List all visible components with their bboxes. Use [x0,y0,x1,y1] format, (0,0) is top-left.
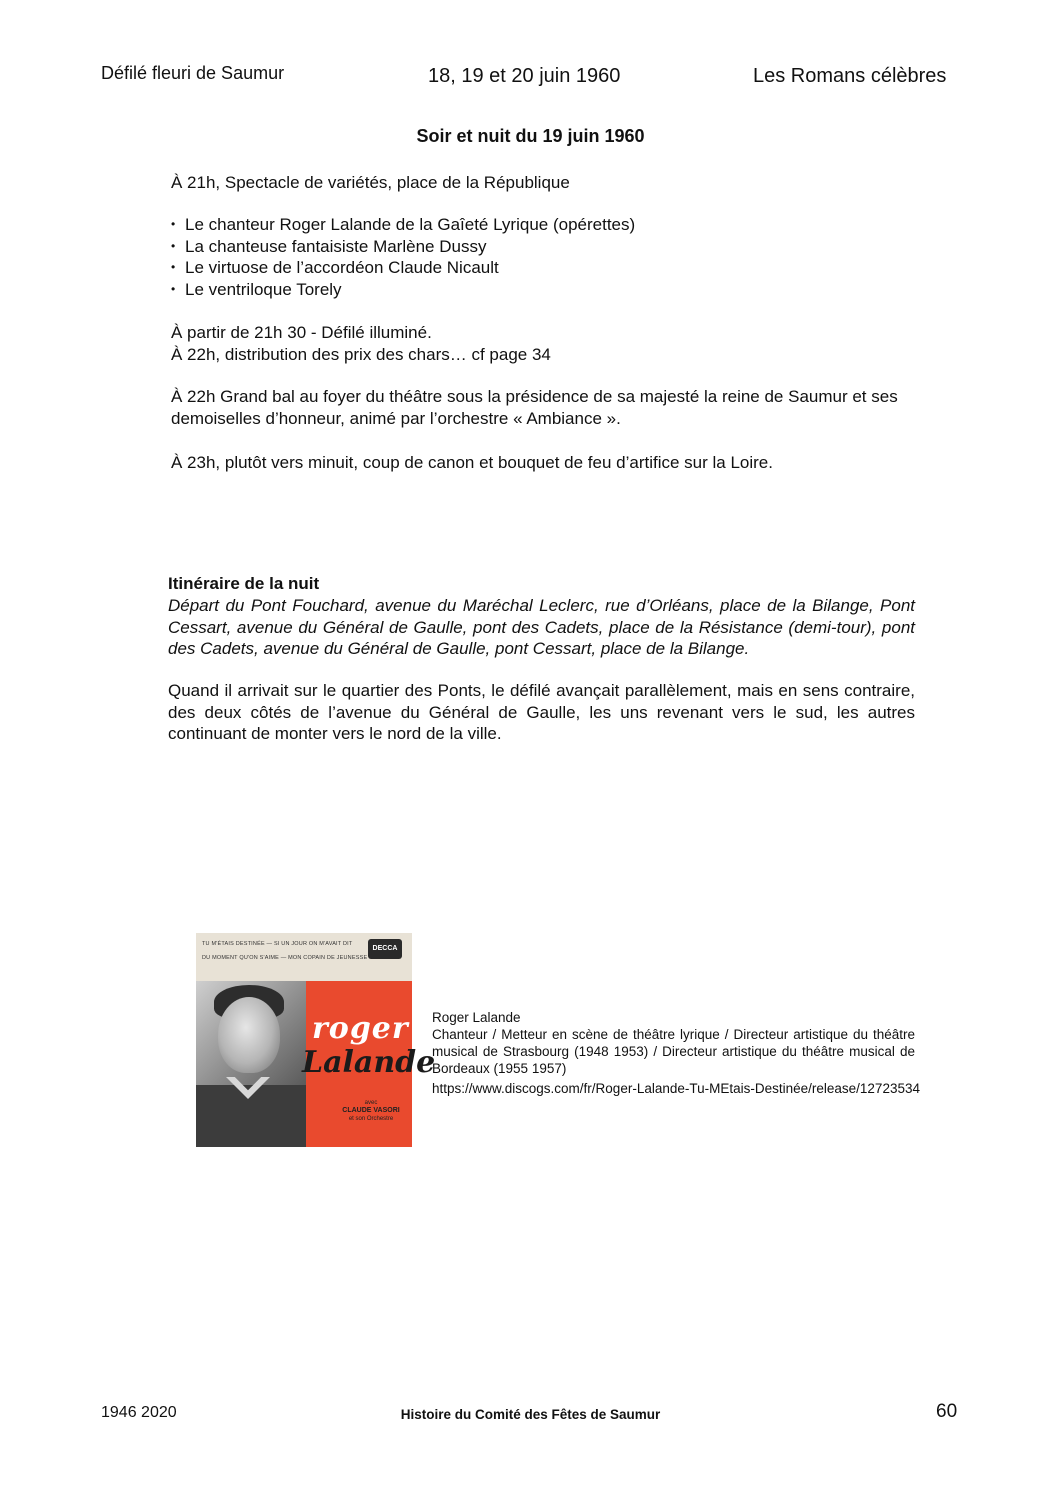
spectacle-intro: À 21h, Spectacle de variétés, place de la République [171,173,570,192]
list-item: • Le ventriloque Torely [169,279,635,301]
decca-logo: DECCA [368,939,402,959]
singer-photo [196,981,306,1147]
list-item: • Le chanteur Roger Lalande de la Gaîeté Lyrique (opérettes) [169,214,635,236]
schedule-bal: À 22h Grand bal au foyer du théâtre sous la présidence de sa majesté la reine de Saumur et ses demoiselles d’honneur, animé par l’orchestre « Ambiance ». [171,387,898,428]
caption-description: Chanteur / Metteur en scène de théâtre lyrique / Directeur artistique du théâtre musical de Strasbourg (1948 1953) / Directeur artistique du théâtre musical de Bordeaux (1955 1957) [432,1027,915,1076]
itinerary-note: Quand il arrivait sur le quartier des Ponts, le défilé avançait parallèlement, mais en sens contraire, des deux côtés de l’avenue du Général de Gaulle, les uns revenant vers le sud, les autres continuant de monter vers le nord de la ville. [168,681,915,743]
sleeve-name-last: Lalande [302,1045,436,1080]
itinerary-route: Départ du Pont Fouchard, avenue du Maréchal Leclerc, rue d’Orléans, place de la Bilange, Pont Cessart, avenue du Général de Gaulle, pont des Cadets, place de la Résistance (demi-tour), pont des Cadets, avenue du Général de Gaulle, pont Cessart, place de la Bilange. [168,596,915,658]
caption-name: Roger Lalande [432,1010,521,1025]
list-item: • Le virtuose de l’accordéon Claude Nicault [169,257,635,279]
footer-title: Histoire du Comité des Fêtes de Saumur [400,1407,661,1422]
section-title: Soir et nuit du 19 juin 1960 [416,126,645,146]
schedule-prix: À 22h, distribution des prix des chars… cf page 34 [171,345,551,364]
sleeve-title-line1: TU M'ÉTAIS DESTINÉE — SI UN JOUR ON M'AVAIT DIT [202,941,353,947]
sleeve-title-line2: DU MOMENT QU'ON S'AIME — MON COPAIN DE JEUNESSE [202,955,368,961]
list-item: • La chanteuse fantaisiste Marlène Dussy [169,236,635,258]
caption-url: https://www.discogs.com/fr/Roger-Lalande-Tu-MEtais-Destinée/release/12723534 [432,1081,920,1096]
sleeve-name-first: roger [312,1011,409,1046]
sleeve-top-band [196,933,412,981]
header-right: Les Romans célèbres [753,65,947,87]
header-center: 18, 19 et 20 juin 1960 [428,65,621,87]
header-left: Défilé fleuri de Saumur [101,63,285,83]
schedule-defile: À partir de 21h 30 - Défilé illuminé. [171,323,432,342]
footer-years: 1946 2020 [101,1404,177,1421]
sleeve-orchestra: avec CLAUDE VASORI et son Orchestre [342,1100,400,1122]
schedule-feu: À 23h, plutôt vers minuit, coup de canon et bouquet de feu d’artifice sur la Loire. [171,453,773,472]
itinerary-title: Itinéraire de la nuit [168,574,320,593]
record-sleeve-image [196,933,436,1147]
performer-list [169,214,635,300]
page-number: 60 [936,1401,958,1422]
